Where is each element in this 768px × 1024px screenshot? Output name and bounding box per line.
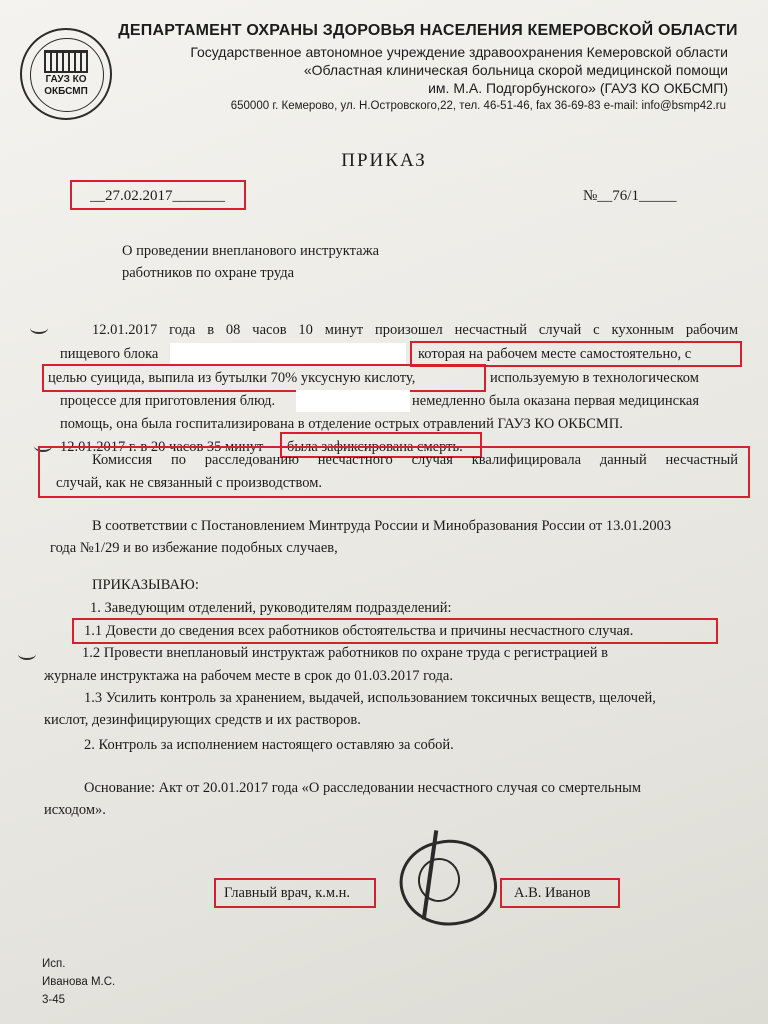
order-number: №__76/1_____ bbox=[583, 188, 677, 204]
body-p1-line3b: используемую в технологическом bbox=[490, 370, 699, 386]
highlight-box bbox=[214, 878, 376, 908]
order-item1-3-line1: 1.3 Усилить контроль за хранением, выдачей, использованием токсичных веществ, щелочей, bbox=[84, 690, 656, 706]
order-item1-3-line2: кислот, дезинфицирующих средств и их растворов. bbox=[44, 712, 361, 728]
body-p2-line2: случай, как не связанный с производством. bbox=[56, 475, 323, 491]
date-highlight-box bbox=[70, 180, 246, 210]
signatory-name: А.В. Иванов bbox=[514, 885, 591, 901]
highlight-box bbox=[42, 364, 486, 392]
order-item1-1: 1.1 Довести до сведения всех работников обстоятельства и причины несчастного случая. bbox=[84, 623, 634, 639]
body-p1-line1: 12.01.2017 года в 08 часов 10 минут произошел несчастный случай с кухонным рабочим bbox=[92, 322, 738, 338]
body-p2-line1: Комиссия по расследованию несчастного случая квалифицировала данный несчастный bbox=[92, 452, 738, 468]
institution-line3: им. М.А. Подгорбунского» (ГАУЗ КО ОКБСМП) bbox=[428, 80, 728, 96]
institution-line2: «Областная клиническая больница скорой медицинской помощи bbox=[303, 62, 728, 78]
signatory-position: Главный врач, к.м.н. bbox=[224, 885, 351, 901]
institution-line1: Государственное автономное учреждение здравоохранения Кемеровской области bbox=[190, 44, 728, 60]
executor-phone: 3-45 bbox=[42, 994, 66, 1006]
order-date: __27.02.2017_______ bbox=[90, 188, 225, 204]
redacted-name bbox=[296, 390, 410, 412]
body-p1-line5: помощь, она была госпитализирована в отделение острых отравлений ГАУЗ КО ОКБСМП. bbox=[60, 416, 623, 432]
body-p1-line2b: которая на рабочем месте самостоятельно, с bbox=[418, 346, 692, 362]
institution-address: 650000 г. Кемерово, ул. Н.Островского,22, тел. 46-51-46, fax 36-69-83 e-mail: info@bsmp42.ru bbox=[230, 100, 726, 112]
order-item2: 2. Контроль за исполнением настоящего оставляю за собой. bbox=[84, 737, 454, 753]
body-p1-line4a: процессе для приготовления блюд. bbox=[60, 393, 276, 409]
seal-text-line2: ОКБСМП bbox=[44, 86, 88, 97]
body-p1-line6b: была зафиксирована смерть. bbox=[287, 439, 463, 455]
subject-line2: работников по охране труда bbox=[122, 265, 295, 281]
basis-line2: исходом». bbox=[44, 802, 106, 818]
body-p1-line2a: пищевого блока bbox=[60, 346, 159, 362]
body-p1-line3a: целью суицида, выпила из бутылки 70% уксусную кислоту, bbox=[48, 370, 416, 386]
document-title: ПРИКАЗ bbox=[341, 150, 427, 171]
margin-mark bbox=[18, 648, 36, 660]
redacted-name bbox=[170, 343, 406, 365]
basis-line1: Основание: Акт от 20.01.2017 года «О расследовании несчастного случая со смертельным bbox=[84, 780, 641, 796]
seal-building-icon bbox=[44, 50, 88, 73]
institution-seal bbox=[20, 28, 112, 120]
order-heading: ПРИКАЗЫВАЮ: bbox=[92, 577, 199, 593]
highlight-box bbox=[38, 446, 750, 498]
highlight-box bbox=[500, 878, 620, 908]
body-p1-line6a: 12.01.2017 г. в 20 часов 35 минут bbox=[60, 439, 264, 455]
order-item1: 1. Заведующим отделений, руководителям подразделений: bbox=[90, 600, 452, 616]
body-p3-line2: года №1/29 и во избежание подобных случаев, bbox=[50, 540, 338, 556]
seal-text-line1: ГАУЗ КО bbox=[45, 74, 87, 85]
order-item1-2-line2: журнале инструктажа на рабочем месте в срок до 01.03.2017 года. bbox=[44, 668, 453, 684]
order-item1-2-line1: 1.2 Провести внеплановый инструктаж работников по охране труда с регистрацией в bbox=[82, 645, 609, 661]
executor-label: Исп. bbox=[42, 958, 66, 970]
body-p1-line4b: немедленно была оказана первая медицинская bbox=[412, 393, 700, 409]
highlight-box bbox=[72, 618, 718, 644]
body-p3-line1: В соответствии с Постановлением Минтруда России и Минобразования России от 13.01.2003 bbox=[92, 518, 672, 534]
order-subject bbox=[122, 240, 442, 284]
subject-line1: О проведении внепланового инструктажа bbox=[122, 243, 380, 259]
margin-mark bbox=[30, 322, 48, 334]
executor-name: Иванова М.С. bbox=[42, 976, 116, 988]
department-name: ДЕПАРТАМЕНТ ОХРАНЫ ЗДОРОВЬЯ НАСЕЛЕНИЯ КЕМЕРОВСКОЙ ОБЛАСТИ bbox=[118, 22, 738, 39]
